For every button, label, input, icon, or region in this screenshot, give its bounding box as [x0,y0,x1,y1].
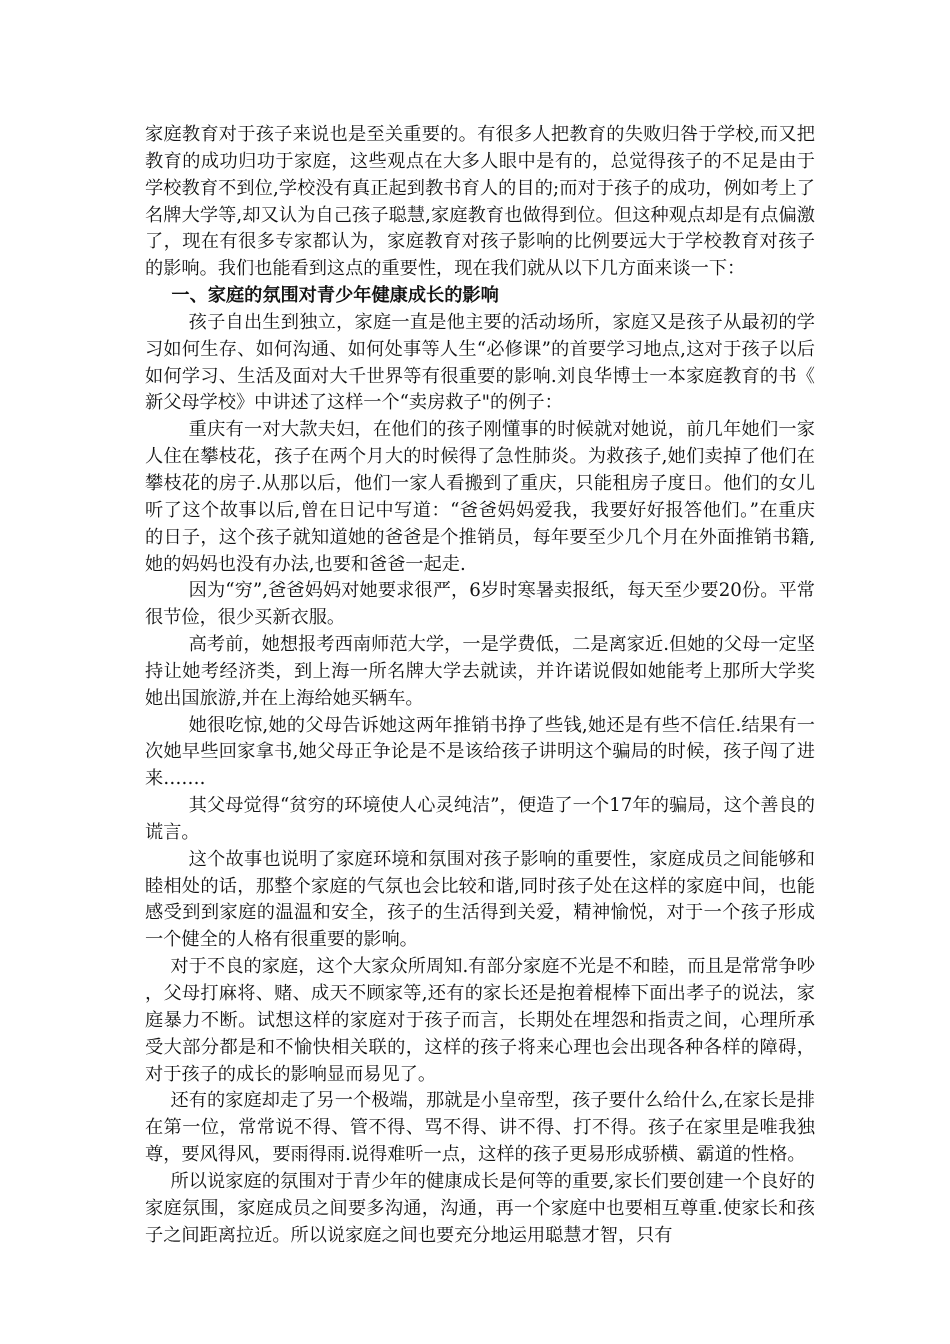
body-paragraph: 高考前，她想报考西南师范大学，一是学费低，二是离家近.但她的父母一定坚持让她考经济类，到上海一所名牌大学去就读，并许诺说假如她能考上那所大学奖她出国旅游,并在上海给她买辆车。 [145,634,815,709]
body-paragraph: 所以说家庭的氛围对于青少年的健康成长是何等的重要,家长们要创建一个良好的家庭氛围，家庭成员之间要多沟通，沟通，再一个家庭中也要相互尊重.使家长和孩子之间距离拉近。所以说家庭之间也要充分地运用聪慧才智，只有 [145,1170,815,1246]
body-paragraph: 她很吃惊,她的父母告诉她这两年推销书挣了些钱,她还是有些不信任.结果有一次她早些回家拿书,她父母正争论是不是该给孩子讲明这个骗局的时候，孩子闯了进来……. [145,714,815,790]
body-paragraph: 其父母觉得“贫穷的环境使人心灵纯洁”，便造了一个17年的骗局，这个善良的谎言。 [145,795,815,843]
body-paragraph: 孩子自出生到独立，家庭一直是他主要的活动场所，家庭又是孩子从最初的学习如何生存、如何沟通、如何处事等人生“必修课”的首要学习地点,这对于孩子以后如何学习、生活及面对大千世界等有很重要的影响.刘良华博士一本家庭教育的书《新父母学校》中讲述了这样一个“卖房救子"的例子： [145,311,815,414]
body-paragraph: 这个故事也说明了家庭环境和氛围对孩子影响的重要性，家庭成员之间能够和睦相处的话，那整个家庭的气氛也会比较和谐,同时孩子处在这样的家庭中间，也能感受到到家庭的温温和安全，孩子的生活得到关爱，精神愉悦，对于一个孩子形成一个健全的人格有很重要的影响。 [145,848,815,951]
intro-paragraph: 家庭教育对于孩子来说也是至关重要的。有很多人把教育的失败归咎于学校,而又把教育的成功归功于家庭，这些观点在大多人眼中是有的，总觉得孩子的不足是由于学校教育不到位,学校没有真正起到教书育人的目的;而对于孩子的成功，例如考上了名牌大学等,却又认为自己孩子聪慧,家庭教育也做得到位。但这种观点却是有点偏激了，现在有很多专家都认为，家庭教育对孩子影响的比例要远大于学校教育对孩子的影响。我们也能看到这点的重要性，现在我们就从以下几方面来谈一下： [145,124,815,280]
body-paragraph: 重庆有一对大款夫妇，在他们的孩子刚懂事的时候就对她说，前几年她们一家人住在攀枝花，孩子在两个月大的时候得了急性肺炎。为救孩子,她们卖掉了他们在攀枝花的房子.从那以后，他们一家人看搬到了重庆，只能租房子度日。他们的女儿听了这个故事以后,曾在日记中写道：“爸爸妈妈爱我，我要好好报答他们。”在重庆的日子，这个孩子就知道她的爸爸是个推销员，每年要至少几个月在外面推销书籍,她的妈妈也没有办法,也要和爸爸一起走. [145,419,815,575]
section-heading: 一、家庭的氛围对青少年健康成长的影响 [171,285,499,307]
document-page [145,122,815,1249]
body-paragraph: 因为“穷”,爸爸妈妈对她要求很严，6岁时寒暑卖报纸，每天至少要20份。平常很节俭，很少买新衣服。 [145,580,815,629]
body-paragraph: 还有的家庭却走了另一个极端，那就是小皇帝型，孩子要什么给什么,在家长是排在第一位，常常说不得、管不得、骂不得、讲不得、打不得。孩子在家里是唯我独尊，要风得风，要雨得雨.说得难听一点，这样的孩子更易形成骄横、霸道的性格。 [145,1090,815,1166]
body-paragraph: 对于不良的家庭，这个大家众所周知.有部分家庭不光是不和睦，而且是常常争吵，父母打麻将、赌、成天不顾家等,还有的家长还是抱着棍棒下面出孝子的说法，家庭暴力不断。试想这样的家庭对于孩子而言，长期处在埋怨和指责之间，心理所承受大部分都是和不愉快相关联的，这样的孩子将来心理也会出现各种各样的障碍，对于孩子的成长的影响显而易见了。 [145,956,815,1085]
